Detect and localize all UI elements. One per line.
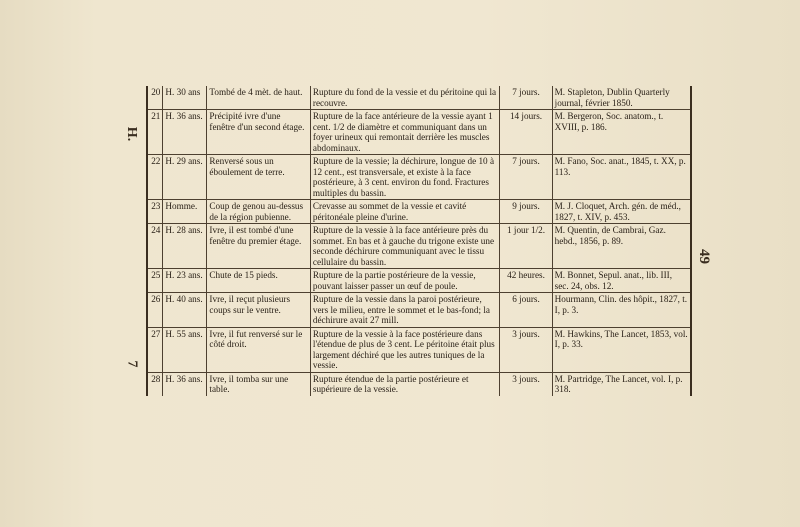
patient-sex-age: H. 28 ans. [163,224,207,269]
reference-line: Hourmann, Clin. des hôpit., 1827, t. I, p. 3. [554,294,688,315]
injury-cause: Coup de genou au-dessus de la région pubienne. [207,200,310,224]
reference [552,269,691,293]
case-number: 26 [147,293,163,328]
patient-sex-age: H. 36 ans. [163,110,207,155]
survival-duration: 1 jour 1/2. [500,224,552,269]
reference-line: M. Quentin, de Cambrai, Gaz. hebd., 1856, p. 89. [554,225,666,246]
lesion-description: Rupture de la face antérieure de la vessie ayant 1 cent. 1/2 de diamètre et communiquant dans un foyer urineux qui remontait derrière les muscles abdominaux. [310,110,500,155]
survival-duration: 7 jours. [500,86,552,110]
case-number: 25 [147,269,163,293]
survival-duration: 6 jours. [500,293,552,328]
table-row [147,269,691,293]
case-number: 27 [147,327,163,372]
survival-duration: 14 jours. [500,110,552,155]
page-number: 49 [696,249,712,264]
injury-cause: Ivre, il tomba sur une table. [207,372,310,396]
reference [552,293,691,328]
injury-cause: Renversé sous un éboulement de terre. [207,155,310,200]
patient-sex-age: H. 29 ans. [163,155,207,200]
table-row [147,110,691,155]
injury-cause: Ivre, il fut renversé sur le côté droit. [207,327,310,372]
patient-sex-age: H. 23 ans. [163,269,207,293]
case-number: 20 [147,86,163,110]
table-row [147,327,691,372]
case-number: 24 [147,224,163,269]
lesion-description: Rupture de la vessie; la déchirure, longue de 10 à 12 cent., est transversale, et existe à la face postérieure, à 3 cent. environ du fond. Fractures multiples du bassin. [310,155,500,200]
table-row [147,293,691,328]
patient-sex-age: H. 36 ans. [163,372,207,396]
injury-cause: Tombé de 4 mèt. de haut. [207,86,310,110]
case-number: 21 [147,110,163,155]
reference-line: M. Bonnet, Sepul. anat., lib. III, sec. 24, obs. 12. [554,270,673,291]
reference-line: M. Fano, Soc. anat., 1845, t. XX, p. 113. [554,156,686,177]
table-row [147,86,691,110]
lesion-description: Crevasse au sommet de la vessie et cavité péritonéale pleine d'urine. [310,200,500,224]
reference [552,86,691,110]
survival-duration: 7 jours. [500,155,552,200]
lesion-description: Rupture de la vessie dans la paroi postérieure, vers le milieu, entre le sommet et le bas-fond; la déchirure avait 27 mill. [310,293,500,328]
reference [552,224,691,269]
patient-sex-age: H. 55 ans. [163,327,207,372]
injury-cause: Ivre, il est tombé d'une fenêtre du premier étage. [207,224,310,269]
lesion-description: Rupture de la vessie à la face postérieure dans l'étendue de plus de 3 cent. Le péritoine était plus largement déchiré que les autres tuniques de la vessie. [310,327,500,372]
reference-line: M. Stapleton, Dublin Quarterly journal, février 1850. [554,87,670,108]
case-number: 22 [147,155,163,200]
table-row [147,224,691,269]
lesion-description: Rupture de la vessie à la face antérieure près du sommet. En bas et à gauche du trigone existe une seconde déchirure communiquant avec le tissu cellulaire du bassin. [310,224,500,269]
case-table [146,86,692,396]
reference [552,155,691,200]
table-row [147,372,691,396]
reference-line: M. Partridge, The Lancet, vol. I, p. 318. [554,373,683,394]
lesion-description: Rupture du fond de la vessie et du péritoine qui la recouvre. [310,86,500,110]
reference [552,110,691,155]
case-number: 28 [147,372,163,396]
survival-duration: 3 jours. [500,372,552,396]
injury-cause: Chute de 15 pieds. [207,269,310,293]
margin-mark-bottom: 7 [124,360,140,368]
injury-cause: Ivre, il reçut plusieurs coups sur le ventre. [207,293,310,328]
survival-duration: 3 jours. [500,327,552,372]
patient-sex-age: H. 40 ans. [163,293,207,328]
survival-duration: 9 jours. [500,200,552,224]
reference [552,200,691,224]
reference-line: M. Hawkins, The Lancet, 1853, vol. I, p. 33. [554,328,688,349]
margin-mark-top: H. [124,126,140,142]
reference [552,327,691,372]
survival-duration: 42 heures. [500,269,552,293]
reference [552,372,691,396]
injury-cause: Précipité ivre d'une fenêtre d'un second étage. [207,110,310,155]
case-number: 23 [147,200,163,224]
lesion-description: Rupture étendue de la partie postérieure et supérieure de la vessie. [310,372,500,396]
reference-line: M. J. Cloquet, Arch. gén. de méd., 1827, t. XIV, p. 453. [554,201,681,222]
table-row [147,200,691,224]
reference-line: M. Bergeron, Soc. anatom., t. XVIII, p. 186. [554,111,664,132]
lesion-description: Rupture de la partie postérieure de la vessie, pouvant laisser passer un œuf de poule. [310,269,500,293]
table-row [147,155,691,200]
patient-sex-age: Homme. [163,200,207,224]
patient-sex-age: H. 30 ans [163,86,207,110]
